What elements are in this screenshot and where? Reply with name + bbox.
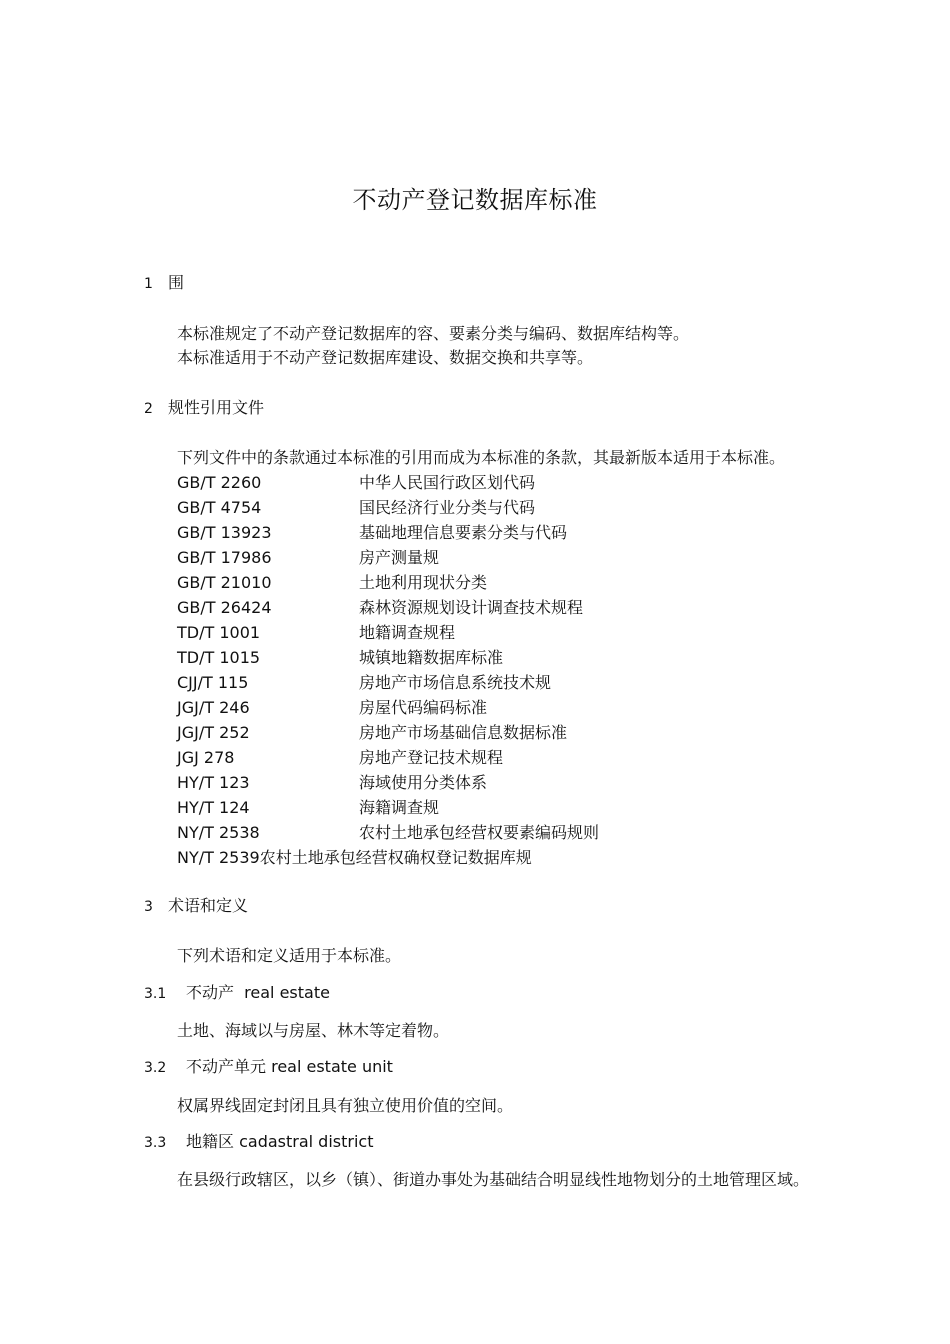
reference-title: 房屋代码编码标准 [359,698,488,717]
reference-title: 地籍调查规程 [359,623,456,642]
reference-title: 森林资源规划设计调查技术规程 [359,598,584,617]
reference-item [177,820,599,845]
reference-code: GB/T 4754 [177,498,262,517]
term-3-1-definition: 土地、海域以与房屋、林木等定着物。 [177,1021,450,1040]
reference-title: 房地产市场信息系统技术规 [359,673,552,692]
reference-code: GB/T 13923 [177,523,272,542]
section-1-paragraph-1: 本标准规定了不动产登记数据库的容、要素分类与编码、数据库结构等。 [177,324,690,343]
reference-code: HY/T 123 [177,773,250,792]
term-3-1-heading [144,981,330,1006]
reference-item [177,620,599,645]
section-1-paragraph-2: 本标准适用于不动产登记数据库建设、数据交换和共享等。 [177,348,594,367]
reference-title: 基础地理信息要素分类与代码 [359,523,568,542]
reference-item [177,795,599,820]
reference-item [177,520,599,545]
reference-code: HY/T 124 [177,798,250,817]
reference-title: 海域使用分类体系 [359,773,488,792]
reference-title: 房地产登记技术规程 [359,748,504,767]
term-name: 不动产 real estate [186,983,330,1002]
reference-item [177,470,599,495]
term-number: 3.3 [144,1135,167,1151]
reference-code: TD/T 1001 [177,623,261,642]
reference-item [177,545,599,570]
term-number: 3.1 [144,986,167,1002]
section-3-number: 3 [144,899,153,915]
section-2-title: 规性引用文件 [168,398,265,417]
reference-code: GB/T 26424 [177,598,272,617]
section-3-heading [144,894,248,919]
reference-code: JGJ 278 [177,748,235,767]
term-3-2-definition: 权属界线固定封闭且具有独立使用价值的空间。 [177,1096,514,1115]
reference-item [177,495,599,520]
reference-item [177,595,599,620]
reference-item [177,745,599,770]
reference-title: 农村土地承包经营权确权登记数据库规 [259,848,532,867]
term-3-3-definition: 在县级行政辖区，以乡（镇）、街道办事处为基础结合明显线性地物划分的土地管理区域。 [177,1170,810,1189]
reference-code: GB/T 2260 [177,473,262,492]
reference-title: 土地利用现状分类 [359,573,488,592]
section-3-intro: 下列术语和定义适用于本标准。 [177,946,402,965]
term-3-3-heading [144,1130,373,1155]
term-name: 不动产单元 real estate unit [186,1057,393,1076]
reference-item [177,570,599,595]
section-1-heading [144,271,184,296]
reference-item [177,695,599,720]
reference-code: NY/T 2538 [177,823,260,842]
reference-code: CJJ/T 115 [177,673,249,692]
reference-code: GB/T 21010 [177,573,272,592]
reference-item [177,770,599,795]
section-2-intro: 下列文件中的条款通过本标准的引用而成为本标准的条款，其最新版本适用于本标准。 [177,448,786,467]
reference-code: TD/T 1015 [177,648,261,667]
term-3-2-heading [144,1055,393,1080]
reference-title: 房地产市场基础信息数据标准 [359,723,568,742]
reference-code: GB/T 17986 [177,548,272,567]
reference-code: JGJ/T 252 [177,723,250,742]
term-name: 地籍区 cadastral district [186,1132,374,1151]
reference-item [177,645,599,670]
reference-title: 中华人民国行政区划代码 [359,473,536,492]
section-2-heading [144,396,264,421]
reference-item [177,670,599,695]
reference-item [177,845,599,870]
reference-list [177,470,599,870]
term-number: 3.2 [144,1060,167,1076]
section-2-number: 2 [144,401,153,417]
reference-code: JGJ/T 246 [177,698,250,717]
reference-code: NY/T 2539 [177,848,260,867]
section-3-title: 术语和定义 [168,896,249,915]
document-title: 不动产登记数据库标准 [352,186,598,214]
reference-title: 房产测量规 [359,548,440,567]
section-1-title: 围 [168,273,185,292]
reference-title: 海籍调查规 [359,798,440,817]
reference-item [177,720,599,745]
reference-title: 农村土地承包经营权要素编码规则 [359,823,600,842]
reference-title: 城镇地籍数据库标准 [359,648,504,667]
reference-title: 国民经济行业分类与代码 [359,498,536,517]
section-1-number: 1 [144,276,153,292]
